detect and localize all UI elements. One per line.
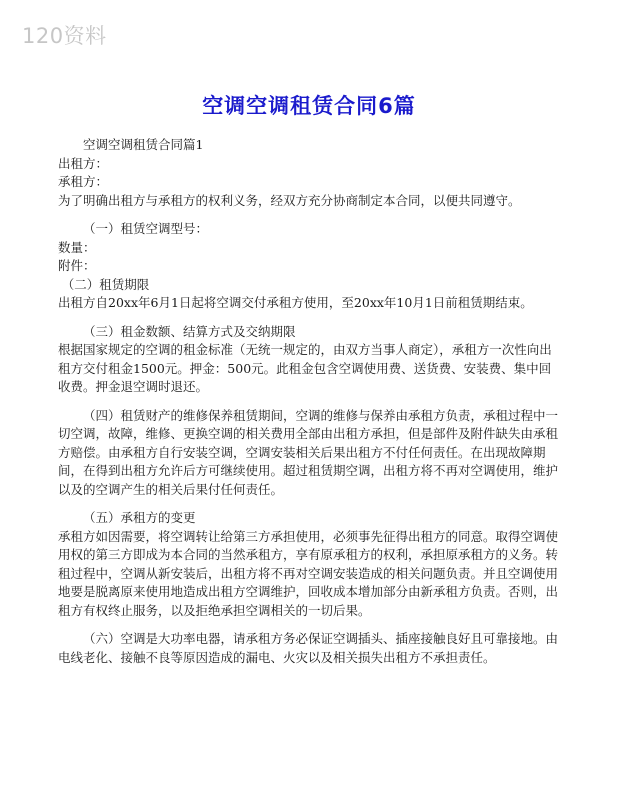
document-title: 空调空调租赁合同6篇 xyxy=(202,94,416,118)
section-3-text: 根据国家规定的空调的租金标准（无统一规定的，由双方当事人商定），承租方一次性向出租方交付租金1500元。押金：500元。此租金包含空调使用费、送货费、安装费、集中回收费。押金退空调时退还。 xyxy=(58,342,552,394)
section-1-heading: （一）租赁空调型号： xyxy=(83,221,209,236)
section-5-heading: （五）承租方的变更 xyxy=(83,510,196,525)
section-3-heading: （三）租金数额、结算方式及交纳期限 xyxy=(83,323,296,339)
preamble-paragraph: 为了明确出租方与承租方的权利义务，经双方充分协商制定本合同，以便共同遵守。 xyxy=(58,192,521,208)
attachment-label: 附件： xyxy=(58,258,96,273)
section-2-text: 出租方自20xx年6月1日起将空调交付承租方使用，至20xx年10月1日前租赁期结束。 xyxy=(58,295,533,310)
contract-subtitle: 空调空调租赁合同篇1 xyxy=(83,137,204,152)
section-5-text: 承租方如因需要，将空调转让给第三方承担使用，必须事先征得出租方的同意。取得空调使用权的第三方即成为本合同的当然承租方，享有原承租方的权利，承担原承租方的义务。转租过程中，空调从新安装后，出租方将不再对空调安装造成的相关问题负责。并且空调使用地要是脱离原来使用地造成出租方空调维护，回收成本增加部分由新承租方负责。否则，出租方有权终止服务，以及拒绝承担空调相关的一切后果。 xyxy=(58,528,559,618)
section-6-paragraph: （六）空调是大功率电器，请承租方务必保证空调插头、插座接触良好且可靠接地。由电线老化、接触不良等原因造成的漏电、火灾以及相关损失出租方不承担责任。 xyxy=(58,631,559,665)
lessee-label: 承租方： xyxy=(58,174,109,189)
quantity-label: 数量： xyxy=(58,239,96,255)
document-body xyxy=(58,136,562,667)
section-4-paragraph: （四）租赁财产的维修保养租赁期间，空调的维修与保养由承租方负责，承租过程中一切空调，故障，维修、更换空调的相关费用全部由出租方承担，但是部件及附件缺失由承租方赔偿。由承租方自行安装空调，空调安装相关后果出租方不付任何责任。在出现故障期间，在得到出租方允许后方可继续使用。超过租赁期空调，出租方将不再对空调使用，维护以及的空调产生的相关后果付任何责任。 xyxy=(58,407,559,497)
lessor-label: 出租方： xyxy=(58,155,109,171)
watermark-logo: 120资料 xyxy=(22,24,107,48)
section-2-heading: （二）租赁期限 xyxy=(61,276,150,292)
